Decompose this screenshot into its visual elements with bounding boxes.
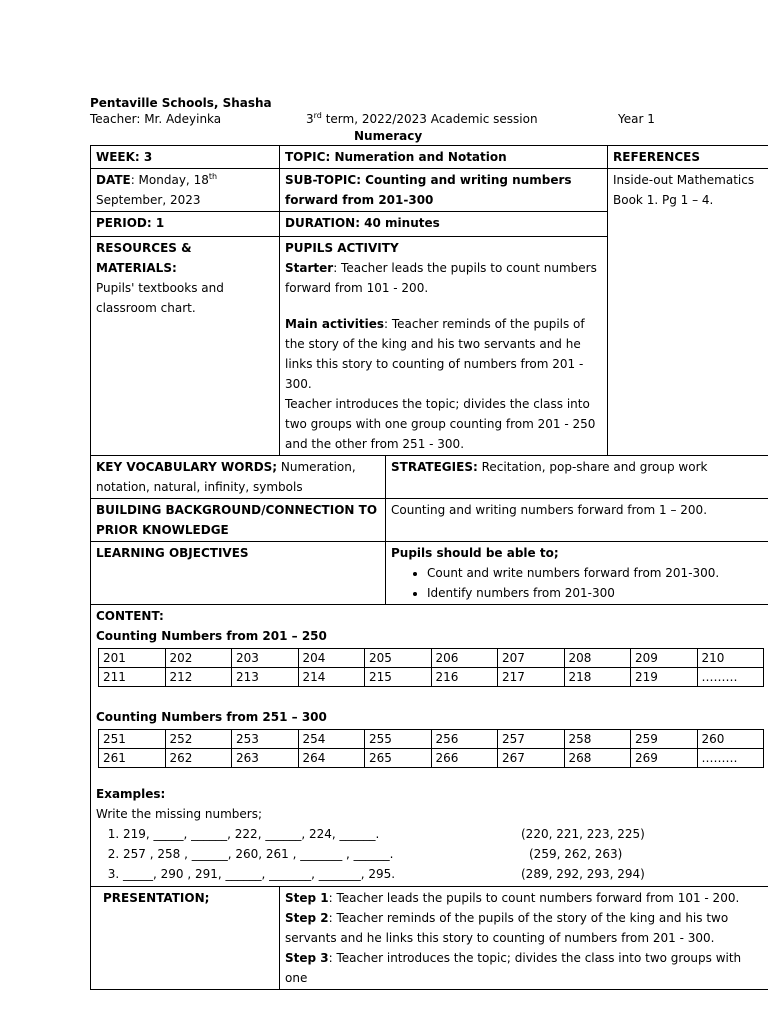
number-cell: 265 xyxy=(365,749,432,768)
term-session xyxy=(306,111,538,127)
number-cell: 211 xyxy=(99,668,166,687)
resources-label: RESOURCES & MATERIALS: xyxy=(96,241,192,275)
background-label: BUILDING BACKGROUND/CONNECTION TO PRIOR KNOWLEDGE xyxy=(91,499,386,542)
number-cell: 261 xyxy=(99,749,166,768)
example-answer: (289, 292, 293, 294) xyxy=(521,867,645,881)
number-cell: 210 xyxy=(697,649,764,668)
step-label: Step 1 xyxy=(285,891,329,905)
row-date xyxy=(91,169,768,212)
content-cell xyxy=(91,605,768,887)
number-cell: 266 xyxy=(431,749,498,768)
row-vocabulary xyxy=(91,456,768,499)
year-label: Year 1 xyxy=(618,112,655,126)
strategies-label: STRATEGIES: xyxy=(391,460,478,474)
row-week xyxy=(91,146,768,169)
activity-cell xyxy=(280,237,608,456)
vocabulary-cell xyxy=(91,456,386,499)
number-cell: 218 xyxy=(564,668,631,687)
example-answer: (220, 221, 223, 225) xyxy=(521,827,645,841)
step-label: Step 2 xyxy=(285,911,329,925)
step-text: : Teacher reminds of the pupils of the story of the king and his two servants and he links this story to counting of numbers from 201 - 300. xyxy=(285,911,729,945)
starter-body: : Teacher leads the pupils to count numbers forward from 101 - 200. xyxy=(285,261,597,295)
number-cell: 260 xyxy=(697,730,764,749)
date-value-b: September, 2023 xyxy=(96,193,201,207)
main-activity-body: : Teacher reminds of the pupils of the story of the king and his two servants and he links this story to counting of numbers from 201 - 300. xyxy=(285,317,585,391)
main-activity-text-2: Teacher introduces the topic; divides the class into two groups with one group counting from 201 - 250 and the other from 251 - 300. xyxy=(285,397,596,451)
examples-intro: Write the missing numbers; xyxy=(96,807,263,821)
references-value: Inside-out Mathematics Book 1. Pg 1 – 4. xyxy=(608,169,768,456)
background-value: Counting and writing numbers forward from 1 – 200. xyxy=(386,499,768,542)
number-cell: 204 xyxy=(298,649,365,668)
number-cell: 205 xyxy=(365,649,432,668)
count-table-1-title: Counting Numbers from 201 – 250 xyxy=(96,629,327,643)
number-cell: 268 xyxy=(564,749,631,768)
week-cell: WEEK: 3 xyxy=(91,146,280,169)
number-cell: 258 xyxy=(564,730,631,749)
number-cell: 208 xyxy=(564,649,631,668)
examples-list xyxy=(96,824,764,884)
number-cell: ……… xyxy=(697,668,764,687)
vocabulary-value: Numeration, notation, natural, infinity, symbols xyxy=(96,460,356,494)
row-objectives xyxy=(91,542,768,605)
presentation-steps xyxy=(280,887,768,990)
term-suffix: rd xyxy=(313,111,322,120)
number-cell: 202 xyxy=(165,649,232,668)
main-activity-text xyxy=(285,314,602,394)
number-cell: 214 xyxy=(298,668,365,687)
number-cell: 256 xyxy=(431,730,498,749)
date-suffix: th xyxy=(208,172,218,181)
presentation-label: PRESENTATION; xyxy=(91,887,280,990)
number-cell: 206 xyxy=(431,649,498,668)
example-question: 219, _____, ______, 222, ______, 224, ______. xyxy=(123,827,380,841)
date-cell xyxy=(91,169,280,212)
number-cell: 269 xyxy=(631,749,698,768)
number-cell: 217 xyxy=(498,668,565,687)
objectives-list xyxy=(391,563,764,603)
teacher-name: Teacher: Mr. Adeyinka xyxy=(90,112,222,126)
duration-cell: DURATION: 40 minutes xyxy=(280,212,608,237)
date-value-a: : Monday, 18 xyxy=(130,173,209,187)
example-question: _____, 290 , 291, ______, _______, _______, 295. xyxy=(123,867,396,881)
step-label: Step 3 xyxy=(285,951,329,965)
number-cell: 253 xyxy=(232,730,299,749)
example-question: 257 , 258 , ______, 260, 261 , _______ , ______. xyxy=(123,847,394,861)
objectives-intro: Pupils should be able to; xyxy=(391,546,559,560)
step-item xyxy=(285,908,764,948)
example-answer: (259, 262, 263) xyxy=(529,847,623,861)
number-cell: 201 xyxy=(99,649,166,668)
number-cell: 207 xyxy=(498,649,565,668)
table-row xyxy=(99,730,764,749)
table-row xyxy=(99,649,764,668)
step-text: : Teacher introduces the topic; divides the class into two groups with one xyxy=(285,951,742,985)
number-cell: ……… xyxy=(697,749,764,768)
resources-cell xyxy=(91,237,280,456)
term-text: term, 2022/2023 Academic session xyxy=(321,112,538,126)
strategies-value: Recitation, pop-share and group work xyxy=(477,460,708,474)
objectives-label: LEARNING OBJECTIVES xyxy=(91,542,386,605)
term-number: 3 xyxy=(306,112,314,126)
table-row xyxy=(99,668,764,687)
number-cell: 216 xyxy=(431,668,498,687)
topic-value: Numeration and Notation xyxy=(330,150,507,164)
row-background xyxy=(91,499,768,542)
references-label: REFERENCES xyxy=(608,146,768,169)
starter-text xyxy=(285,258,602,298)
objective-item: • Identify numbers from 201-300 xyxy=(427,583,764,603)
number-cell: 212 xyxy=(165,668,232,687)
number-cell: 219 xyxy=(631,668,698,687)
count-table-2 xyxy=(98,729,764,768)
subtopic-cell: SUB-TOPIC: Counting and writing numbers forward from 201-300 xyxy=(280,169,608,212)
count-table-2-title: Counting Numbers from 251 – 300 xyxy=(96,710,327,724)
row-content xyxy=(91,605,768,887)
main-activity-label: Main activities xyxy=(285,317,384,331)
example-item xyxy=(123,824,764,844)
number-cell: 203 xyxy=(232,649,299,668)
resources-value: Pupils' textbooks and classroom chart. xyxy=(96,281,224,315)
vocabulary-label: KEY VOCABULARY WORDS; xyxy=(96,460,278,474)
number-cell: 267 xyxy=(498,749,565,768)
date-label: DATE xyxy=(96,173,131,187)
strategies-cell xyxy=(386,456,768,499)
number-cell: 254 xyxy=(298,730,365,749)
example-item xyxy=(123,864,764,884)
table-row xyxy=(99,749,764,768)
step-text: : Teacher leads the pupils to count numbers forward from 101 - 200. xyxy=(328,891,740,905)
number-cell: 262 xyxy=(165,749,232,768)
period-cell: PERIOD: 1 xyxy=(91,212,280,237)
school-name: Pentaville Schools, Shasha xyxy=(90,96,272,110)
number-cell: 257 xyxy=(498,730,565,749)
step-item xyxy=(285,888,764,908)
number-cell: 255 xyxy=(365,730,432,749)
number-cell: 252 xyxy=(165,730,232,749)
topic-cell xyxy=(280,146,608,169)
lesson-plan-table xyxy=(90,145,768,990)
content-label: CONTENT: xyxy=(96,609,164,623)
step-item xyxy=(285,948,764,988)
number-cell: 263 xyxy=(232,749,299,768)
example-item xyxy=(123,844,764,864)
objectives-cell xyxy=(386,542,768,605)
activity-label: PUPILS ACTIVITY xyxy=(285,241,399,255)
subject-title: Numeracy xyxy=(354,129,423,143)
starter-label: Starter xyxy=(285,261,334,275)
examples-label: Examples: xyxy=(96,787,166,801)
number-cell: 251 xyxy=(99,730,166,749)
number-cell: 213 xyxy=(232,668,299,687)
number-cell: 215 xyxy=(365,668,432,687)
number-cell: 259 xyxy=(631,730,698,749)
number-cell: 264 xyxy=(298,749,365,768)
count-table-1 xyxy=(98,648,764,687)
objective-item: • Count and write numbers forward from 201-300. xyxy=(427,563,764,583)
number-cell: 209 xyxy=(631,649,698,668)
row-presentation xyxy=(91,887,768,990)
topic-label: TOPIC: xyxy=(285,150,331,164)
